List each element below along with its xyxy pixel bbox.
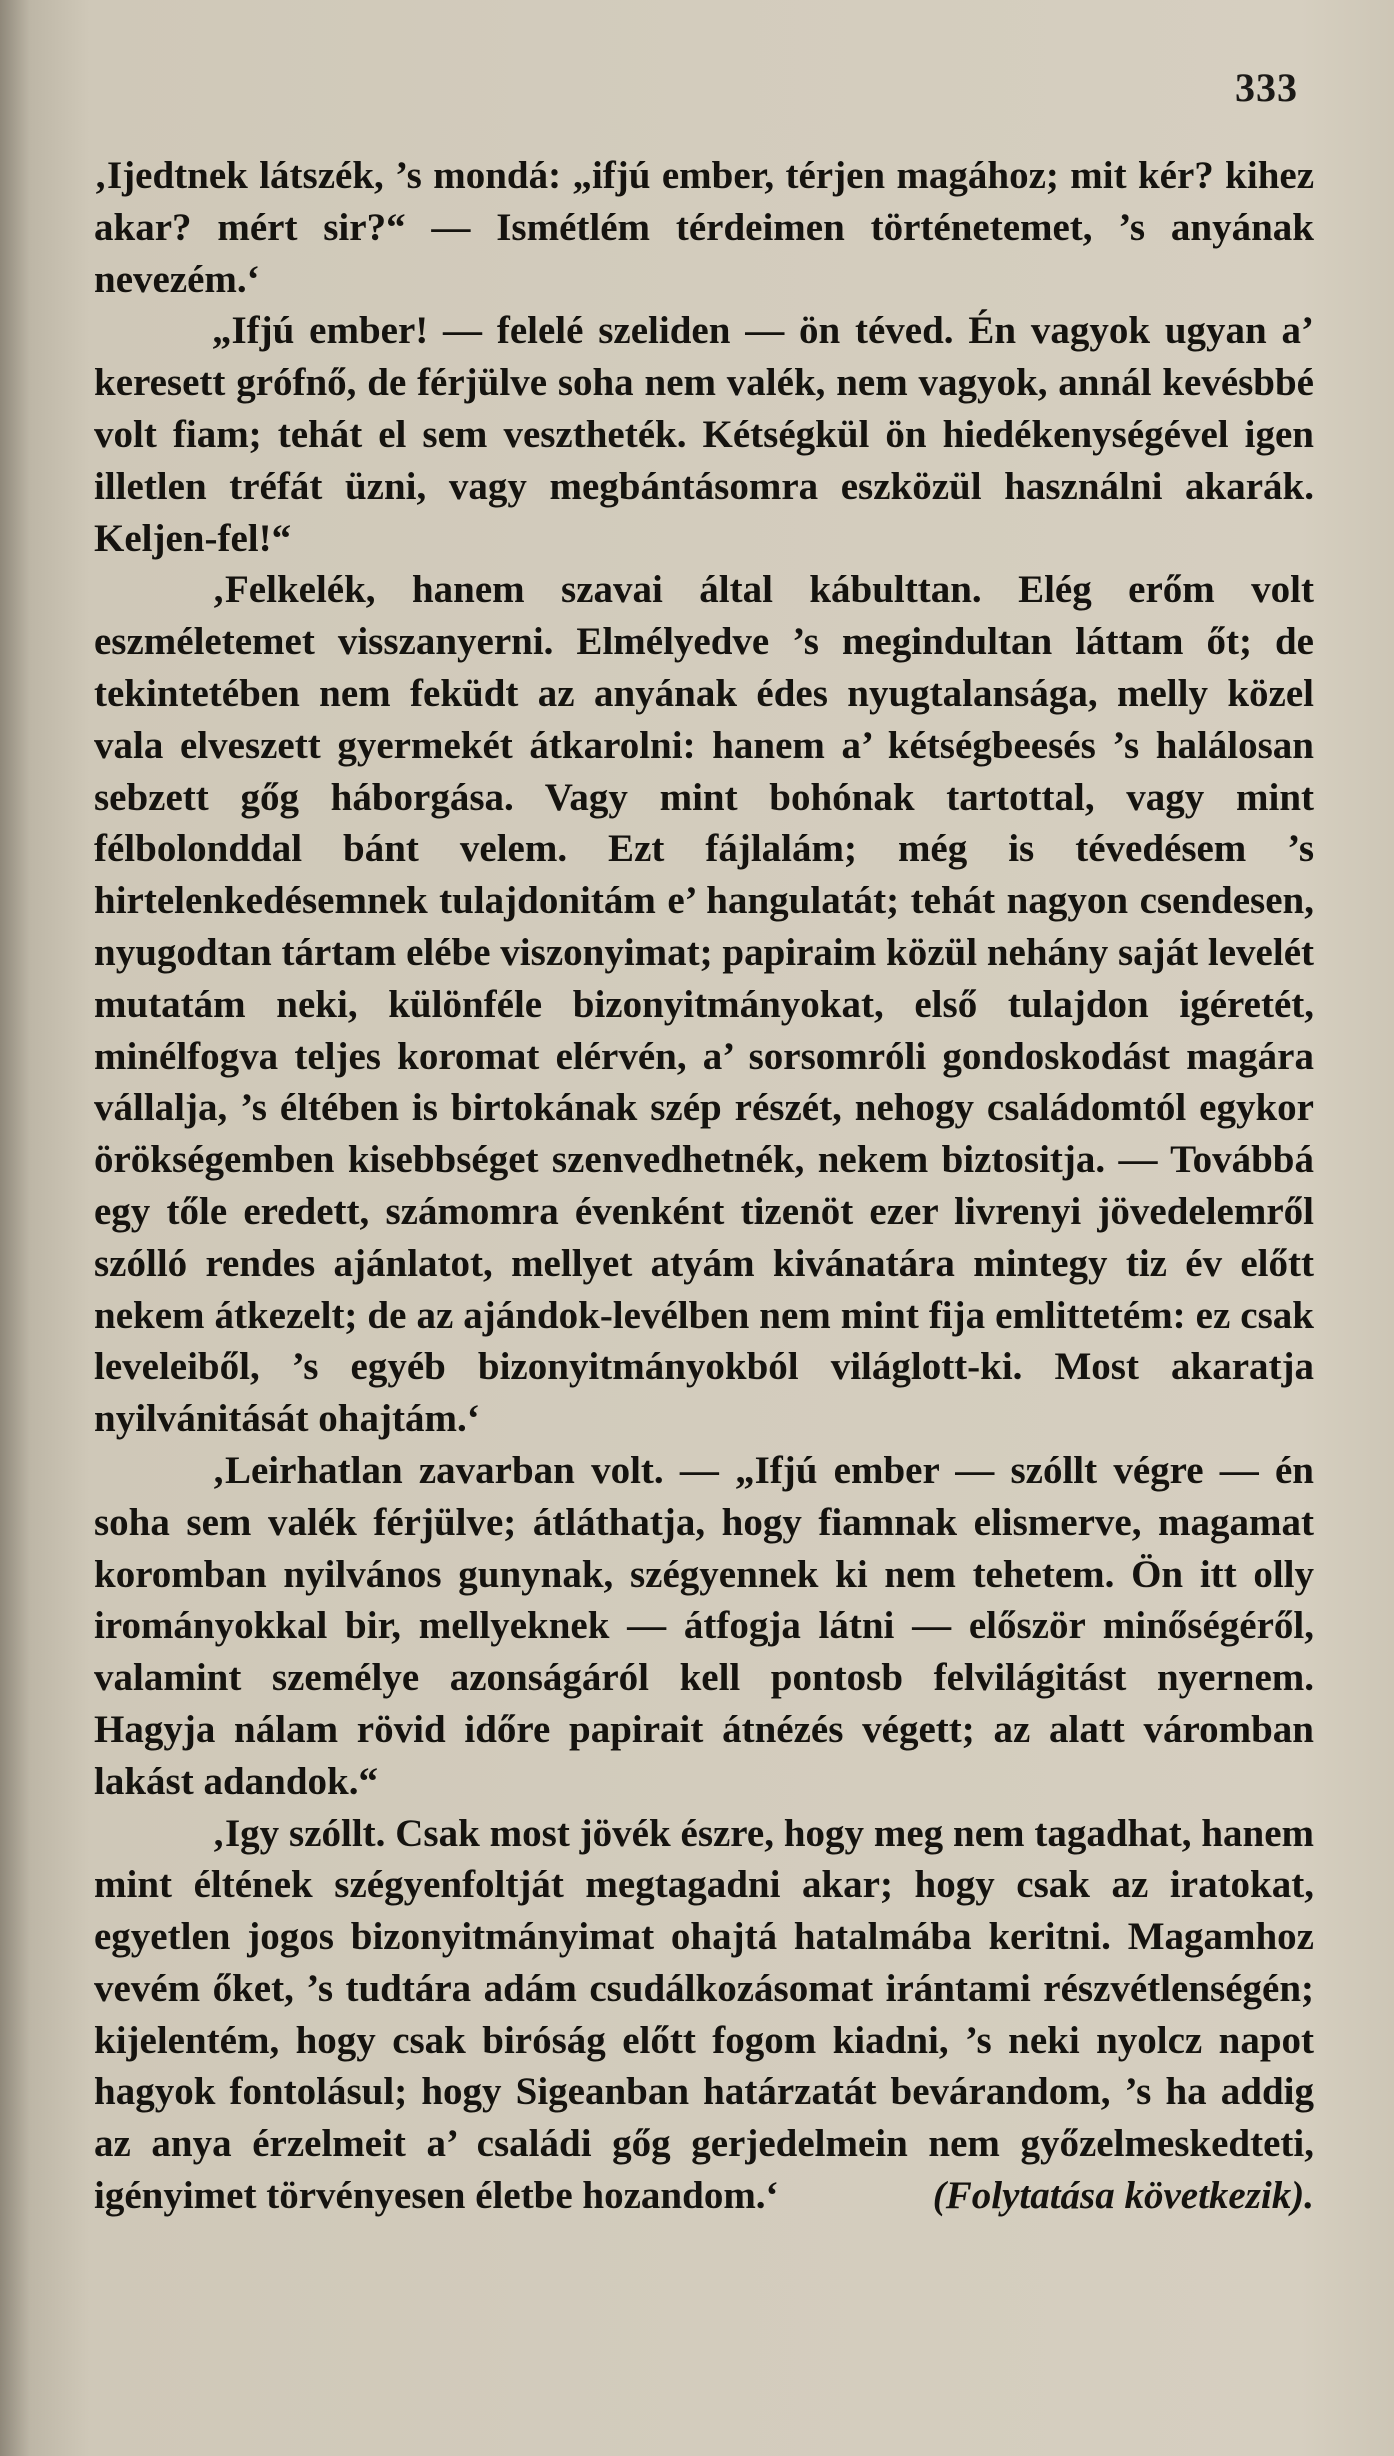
- continuation-note: (Folytatása következik).: [932, 2174, 1314, 2218]
- paragraph-3: ‚Felkelék, hanem szavai által kábulttan. Elég erőm volt eszméletemet visszanyerni. Elmélyedve ’s megindultan láttam őt; de tekintetében nem feküdt az anyának édes nyugtalansága, melly közel vala elveszett gyermekét átkarolni: hanem a’ kétségbeesés ’s halálosan sebzett gőg háborgása. Vagy mint bohónak tartottal, vagy mint félbolonddal bánt velem. Ezt fájlalám; még is tévedésem ’s hirtelenkedésemnek tulajdonitám e’ hangulatát; tehát nagyon csendesen, nyugodtan tártam elébe viszonyimat; papiraim közül nehány saját levelét mutatám neki, különféle bizonyitmányokat, első tulajdon igéretét, minélfogva teljes koromat elérvén, a’ sorsomróli gondoskodást magára vállalja, ’s éltében is birtokának szép részét, nehogy családomtól egykor örökségemben kisebbséget szenvedhetnék, nekem biztositja. — Továbbá egy tőle eredett, számomra évenként tizenöt ezer livrenyi jövedelemről szólló rendes ajánlatot, mellyet atyám kivánatára mintegy tiz év előtt nekem átkezelt; de az ajándok-levélben nem mint fija emlittetém: ez csak leveleiből, ’s egyéb bizonyitmányokból világlott-ki. Most akaratja nyilvánitását ohajtám.‘: [94, 568, 1314, 1441]
- paragraph-1: ‚Ijedtnek látszék, ’s mondá: „ifjú ember, térjen magához; mit kér? kihez akar? mért sir?“ — Ismétlém térdeimen történetemet, ’s anyának nevezém.‘: [94, 154, 1314, 301]
- paragraph-4: ‚Leirhatlan zavarban volt. — „Ifjú ember — szóllt végre — én soha sem valék férjülve; átláthatja, hogy fiamnak elismerve, magamat koromban nyilvános gunynak, szégyennek ki nem tehetem. Ön itt olly irományokkal bir, mellyeknek — átfogja látni — először minőségéről, valamint személye azonságáról kell pontosb felvilágitást nyernem. Hagyja nálam rövid időre papirait átnézés végett; az alatt váromban lakást adandok.“: [94, 1448, 1314, 1803]
- paragraph-5-text: ‚Igy szóllt. Csak most jövék észre, hogy meg nem tagadhat, hanem mint éltének szégyenfoltját megtagadni akar; hogy csak az iratokat, egyetlen jogos bizonyitmányimat ohajtá hatalmába keritni. Magamhoz vevém őket, ’s tudtára adám csudálkozásomat irántami részvétlenségén; kijelentém, hogy csak biróság előtt fogom kiadni, ’s neki nyolcz napot hagyok fontolásul; hogy Sigeanban határzatát bevárandom, ’s ha addig az anya érzelmeit a’ családi gőg gerjedelmein nem győzelmeskedteti, igényimet törvényesen életbe hozandom.‘: [94, 1811, 1314, 2218]
- page-number: 333: [1235, 65, 1298, 110]
- body-text: [94, 150, 1314, 2222]
- paragraph-2: „Ifjú ember! — felelé szeliden — ön téved. Én vagyok ugyan a’ keresett grófnő, de férjülve soha nem valék, nem vagyok, annál kevésbbé volt fiam; tehát el sem vesztheték. Kétségkül ön hiedékenységével igen illetlen tréfát üzni, vagy megbántásomra eszközül használni akarák. Keljen-fel!“: [94, 309, 1314, 560]
- paragraph-5: [94, 1808, 1314, 2222]
